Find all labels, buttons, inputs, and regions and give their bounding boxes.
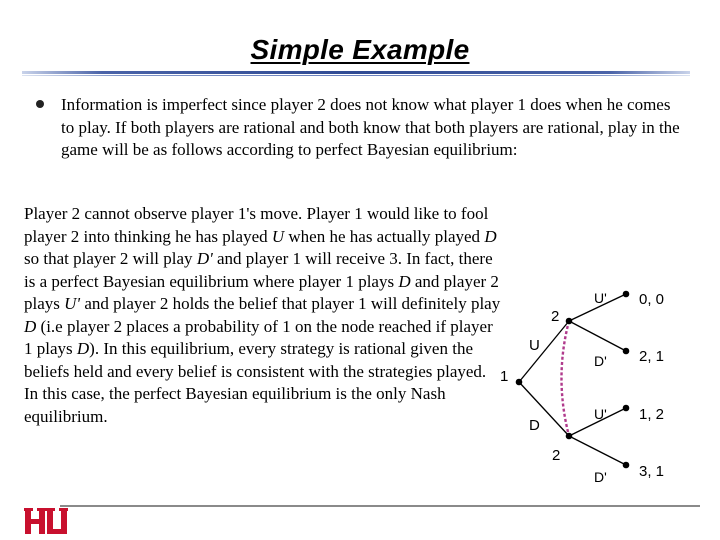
lower-node <box>566 433 573 440</box>
body-text-run: when he has actually played <box>284 226 485 246</box>
body-italic-run: D' <box>196 249 213 268</box>
terminal-node <box>623 291 630 298</box>
information-set-curve <box>562 321 570 436</box>
branch-label: U' <box>594 290 607 306</box>
payoff-label: 2, 1 <box>639 348 665 365</box>
branch-label: D' <box>594 353 607 369</box>
move-d-label: D <box>529 417 540 434</box>
branch-label: U' <box>594 406 607 422</box>
terminal-node <box>623 462 630 469</box>
lower-node-label: 2 <box>552 447 561 464</box>
payoff-label: 1, 2 <box>639 406 665 423</box>
body-italic-run: D <box>484 226 497 246</box>
upper-node <box>566 318 573 325</box>
body-text-run: and player 2 plays <box>24 271 499 313</box>
body-italic-run: D <box>76 339 90 358</box>
slide-title: Simple Example <box>250 34 470 65</box>
body-italic-run: U <box>271 226 285 246</box>
university-logo-icon <box>24 507 68 540</box>
body-italic-run: D <box>398 271 411 291</box>
bullet-icon <box>36 100 44 108</box>
body-italic-run: U' <box>64 294 81 313</box>
body-text-run: Player 2 cannot observe player 1's move. Player 1 would like to fool player 2 into thinking he has played <box>24 204 489 246</box>
bullet-paragraph: Information is imperfect since player 2 does not know what player 1 does when he comes to play. If both players are rational and both know that both players are rational, play in the game will be as follows according to perfect Bayesian equilibrium: <box>61 95 680 159</box>
body-text-run: and player 1 will receive 3. In fact, there is a perfect Bayesian equilibrium where player 1 plays <box>24 249 493 291</box>
edge-upper-d-prime <box>569 321 626 351</box>
terminal-node <box>623 405 630 412</box>
terminal-node <box>623 348 630 355</box>
upper-node-label: 2 <box>551 308 560 325</box>
body-paragraph <box>24 203 502 428</box>
edge-lower-d-prime <box>569 436 626 465</box>
payoff-label: 0, 0 <box>639 291 665 308</box>
body-text-run: (i.e player 2 places a probability of 1 on the node reached if player 1 plays <box>24 316 493 358</box>
branch-label: D' <box>594 469 607 485</box>
body-text-run: ). In this equilibrium, every strategy is rational given the beliefs held and every belief is consistent with the strategies played. In this case, the perfect Bayesian equilibrium is the only Nash equilibrium. <box>24 339 487 426</box>
player-1-label: 1 <box>500 368 509 385</box>
body-text-run: and player 2 holds the belief that player 1 will definitely play <box>80 294 501 313</box>
title-divider <box>22 71 690 74</box>
payoff-label: 3, 1 <box>639 463 665 480</box>
body-italic-run: D <box>24 316 37 336</box>
move-u-label: U <box>529 337 540 354</box>
game-tree <box>490 270 720 490</box>
root-node <box>516 379 523 386</box>
footer-divider <box>60 505 700 507</box>
title-divider-thin <box>22 75 690 76</box>
body-text-run: so that player 2 will play <box>24 249 197 268</box>
